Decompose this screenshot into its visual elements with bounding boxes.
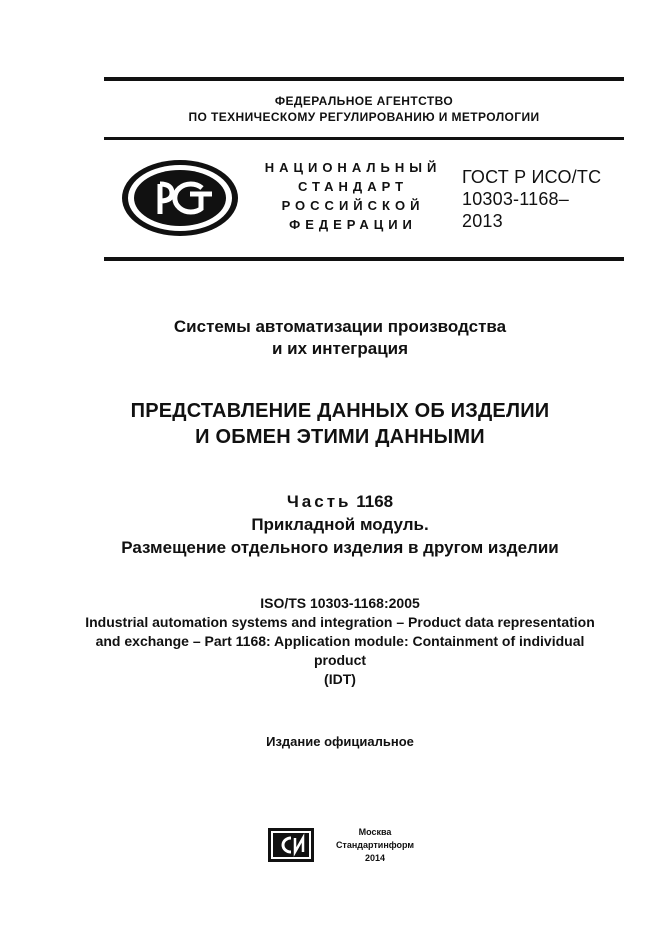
publisher-city: Москва bbox=[358, 827, 392, 837]
iso-code: ISO/TS 10303-1168:2005 bbox=[260, 595, 420, 611]
main-title-line-2: И ОБМЕН ЭТИМИ ДАННЫМИ bbox=[195, 426, 485, 448]
stdnum-line-2: 10303-1168– bbox=[462, 189, 569, 209]
natstd-line-1: НАЦИОНАЛЬНЫЙ bbox=[264, 160, 442, 175]
top-rule bbox=[104, 77, 624, 81]
rst-logo-icon bbox=[120, 158, 240, 238]
part-heading bbox=[40, 490, 640, 513]
publisher-info bbox=[322, 826, 428, 865]
part-number: 1168 bbox=[356, 492, 394, 511]
part-line-3: Размещение отдельного изделия в другом изделии bbox=[121, 538, 559, 557]
series-title bbox=[40, 316, 640, 360]
series-line-1: Системы автоматизации производства bbox=[173, 317, 507, 336]
part-line-2: Прикладной модуль. bbox=[251, 515, 429, 534]
main-title bbox=[40, 398, 640, 450]
iso-reference bbox=[40, 594, 640, 689]
agency-line-1: ФЕДЕРАЛЬНОЕ АГЕНТСТВО bbox=[274, 94, 454, 108]
series-line-2: и их интеграция bbox=[271, 339, 409, 358]
part-label: Часть bbox=[286, 492, 352, 511]
publisher-year: 2014 bbox=[364, 853, 386, 863]
natstd-line-2: СТАНДАРТ bbox=[297, 179, 409, 194]
iso-line-3: product bbox=[313, 652, 367, 668]
iso-line-4: (IDT) bbox=[324, 671, 356, 687]
agency-line-2: ПО ТЕХНИЧЕСКОМУ РЕГУЛИРОВАНИЮ И МЕТРОЛОГИИ bbox=[188, 110, 540, 124]
bottom-rule bbox=[104, 257, 624, 261]
iso-line-2: and exchange – Part 1168: Application module: Containment of individual bbox=[95, 633, 585, 649]
natstd-line-4: ФЕДЕРАЦИИ bbox=[289, 217, 417, 232]
edition-label: Издание официальное bbox=[266, 734, 414, 749]
standard-number bbox=[462, 166, 601, 232]
agency-header bbox=[104, 93, 624, 125]
stdnum-line-3: 2013 bbox=[462, 211, 503, 231]
iso-line-1: Industrial automation systems and integration – Product data representation bbox=[85, 614, 595, 630]
part-title bbox=[40, 490, 640, 559]
main-title-line-1: ПРЕДСТАВЛЕНИЕ ДАННЫХ ОБ ИЗДЕЛИИ bbox=[130, 400, 550, 422]
standartinform-logo-icon bbox=[268, 828, 314, 862]
middle-rule bbox=[104, 137, 624, 140]
natstd-line-3: РОССИЙСКОЙ bbox=[281, 198, 425, 213]
national-standard-label bbox=[246, 158, 460, 234]
publisher-name: Стандартинформ bbox=[335, 840, 415, 850]
stdnum-line-1: ГОСТ Р ИСО/ТС bbox=[462, 167, 602, 187]
